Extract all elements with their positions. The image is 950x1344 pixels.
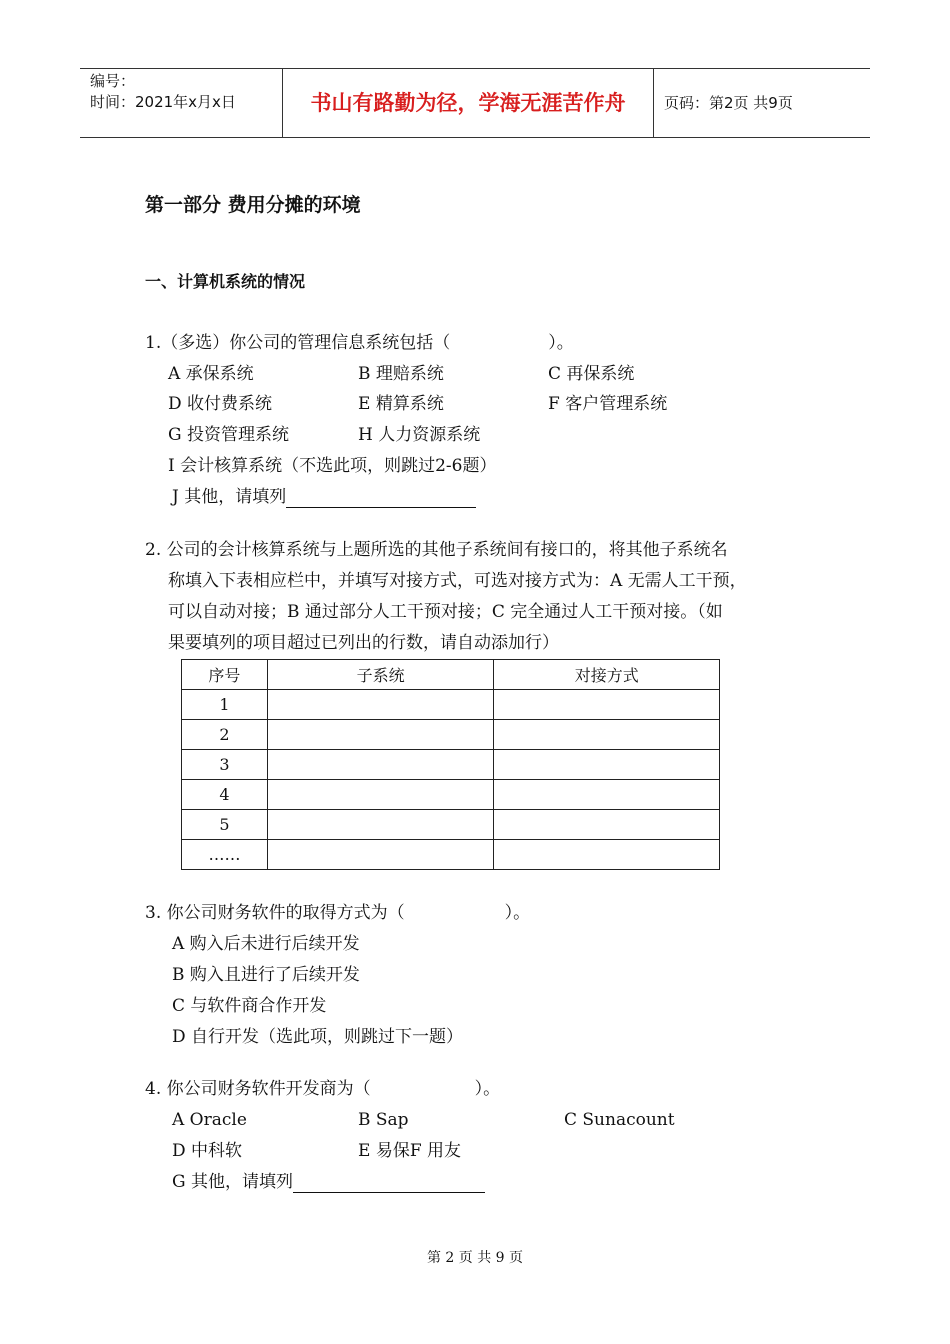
q4-option-g: [172, 1171, 485, 1193]
q4-option-a[interactable]: A Oracle: [172, 1110, 247, 1130]
q3-stem-end: ）。: [504, 903, 531, 923]
q3-stem-text: 3. 你公司财务软件的取得方式为（: [145, 903, 405, 923]
header-page-label: 页码：第2页 共9页: [664, 94, 793, 112]
col-header-index: 序号: [182, 660, 268, 690]
method-cell[interactable]: [494, 690, 720, 720]
q4-option-e[interactable]: E 易保F 用友: [358, 1141, 462, 1161]
q4-option-d[interactable]: D 中科软: [172, 1141, 243, 1161]
q3-option-a[interactable]: A 购入后未进行后续开发: [172, 934, 360, 954]
row-index: 1: [182, 690, 268, 720]
table-row: [182, 780, 720, 810]
section-title: 一、计算机系统的情况: [145, 272, 306, 291]
q2-line-3: 可以自动对接；B 通过部分人工干预对接；C 完全通过人工干预对接。（如: [168, 602, 723, 622]
q1-option-j: [172, 486, 476, 508]
q1-option-i[interactable]: I 会计核算系统（不选此项，则跳过2-6题）: [168, 456, 497, 476]
q4-stem-end: ）。: [474, 1079, 501, 1099]
method-cell[interactable]: [494, 750, 720, 780]
q4-other-input[interactable]: [293, 1175, 485, 1193]
subsystem-cell[interactable]: [267, 810, 494, 840]
q4-option-g-label: G 其他，请填列: [172, 1172, 293, 1192]
subsystem-cell[interactable]: [267, 750, 494, 780]
q3-option-c[interactable]: C 与软件商合作开发: [172, 996, 327, 1016]
method-cell[interactable]: [494, 810, 720, 840]
q4-option-c[interactable]: C Sunacount: [564, 1110, 675, 1130]
q1-stem-text: 1.（多选）你公司的管理信息系统包括（: [145, 333, 451, 353]
table-header-row: [182, 660, 720, 690]
q1-option-d[interactable]: D 收付费系统: [168, 394, 273, 414]
row-index: 5: [182, 810, 268, 840]
table-row: [182, 840, 720, 870]
row-index: 2: [182, 720, 268, 750]
subsystem-cell[interactable]: [267, 840, 494, 870]
row-index: ……: [182, 840, 268, 870]
number-label: 编号：: [90, 72, 136, 90]
q1-other-input[interactable]: [286, 490, 476, 508]
q1-option-b[interactable]: B 理赔系统: [358, 364, 444, 384]
time-label: 时间：2021年x月x日: [90, 93, 236, 111]
table-row: [182, 690, 720, 720]
subsystem-cell[interactable]: [267, 720, 494, 750]
q1-option-a[interactable]: A 承保系统: [168, 364, 254, 384]
subsystem-cell[interactable]: [267, 780, 494, 810]
method-cell[interactable]: [494, 780, 720, 810]
page-footer: 第 2 页 共 9 页: [426, 1250, 524, 1266]
table-row: [182, 720, 720, 750]
q2-line-4: 果要填列的项目超过已列出的行数，请自动添加行）: [168, 633, 559, 653]
subsystem-cell[interactable]: [267, 690, 494, 720]
q1-option-h[interactable]: H 人力资源系统: [358, 425, 481, 445]
q3-option-d[interactable]: D 自行开发（选此项，则跳过下一题）: [172, 1027, 464, 1047]
q2-line-2: 称填入下表相应栏中，并填写对接方式，可选对接方式为：A 无需人工干预，: [168, 571, 747, 591]
method-cell[interactable]: [494, 840, 720, 870]
interface-table: [181, 659, 720, 870]
table-row: [182, 750, 720, 780]
q1-stem: [145, 332, 574, 354]
header-motto: 书山有路勤为径，学海无涯苦作舟: [282, 69, 654, 137]
q1-option-g[interactable]: G 投资管理系统: [168, 425, 289, 445]
q1-option-j-label: J 其他，请填列: [172, 487, 287, 507]
q4-option-b[interactable]: B Sap: [358, 1110, 409, 1130]
q4-stem: [145, 1078, 500, 1100]
table-row: [182, 810, 720, 840]
method-cell[interactable]: [494, 720, 720, 750]
q3-stem: [145, 902, 530, 924]
q1-option-e[interactable]: E 精算系统: [358, 394, 444, 414]
q3-option-b[interactable]: B 购入且进行了后续开发: [172, 965, 360, 985]
page-header: [80, 68, 870, 138]
row-index: 4: [182, 780, 268, 810]
col-header-method: 对接方式: [494, 660, 720, 690]
q1-option-c[interactable]: C 再保系统: [548, 364, 635, 384]
row-index: 3: [182, 750, 268, 780]
q4-stem-text: 4. 你公司财务软件开发商为（: [145, 1079, 371, 1099]
q2-line-1: 2. 公司的会计核算系统与上题所选的其他子系统间有接口的，将其他子系统名: [145, 540, 728, 560]
q1-stem-end: ）。: [548, 333, 574, 353]
header-left: [80, 69, 282, 137]
q1-option-f[interactable]: F 客户管理系统: [548, 394, 668, 414]
col-header-subsystem: 子系统: [267, 660, 494, 690]
part-title: 第一部分 费用分摊的环境: [145, 194, 361, 216]
